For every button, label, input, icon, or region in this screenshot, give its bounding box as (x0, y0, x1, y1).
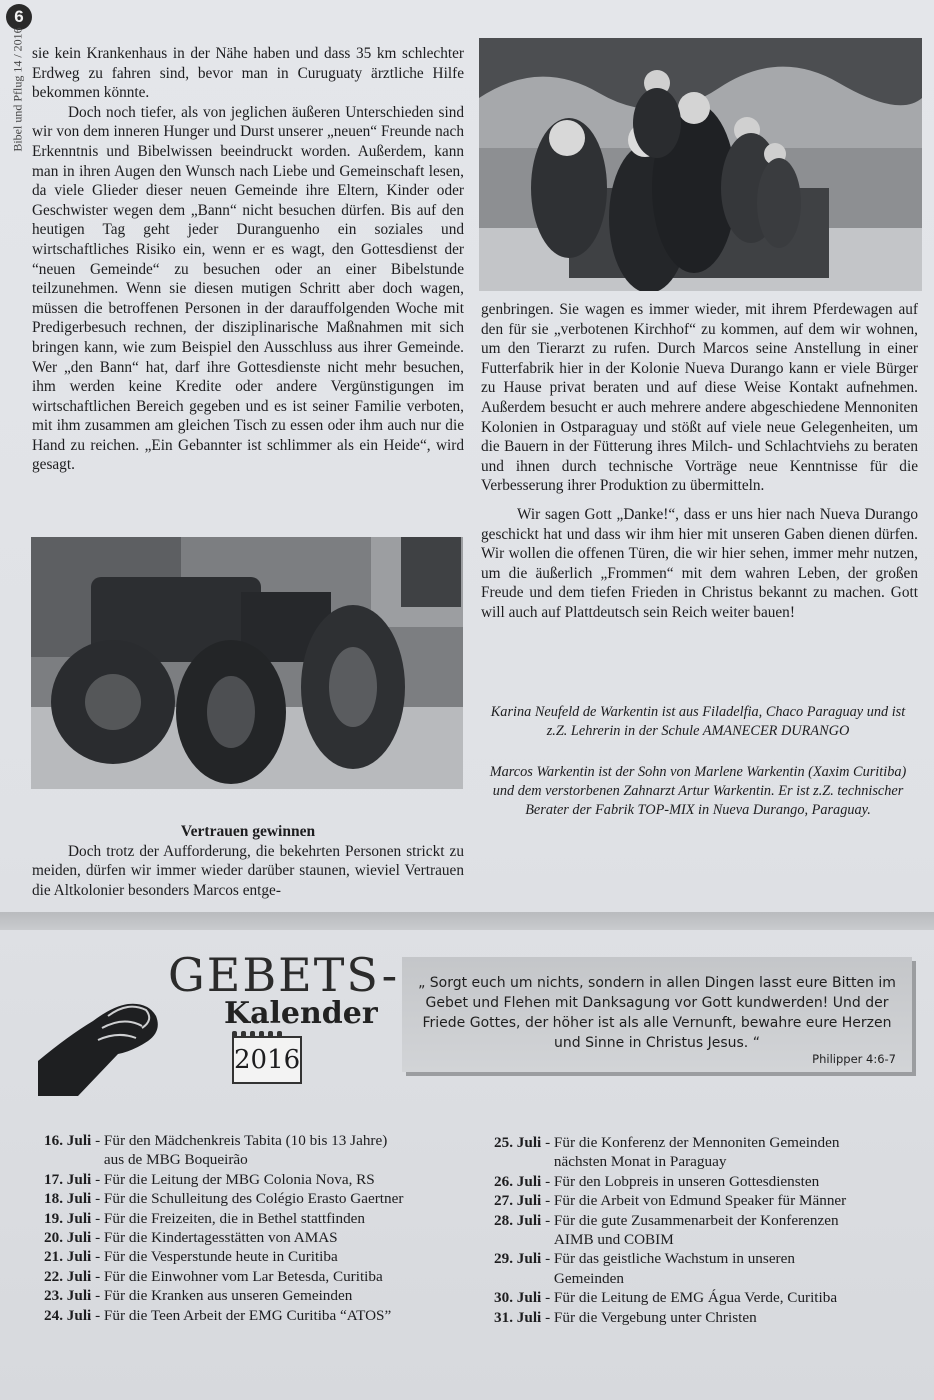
prayer-separator: - (541, 1134, 554, 1151)
prayer-text (104, 1131, 469, 1170)
prayer-text-continuation: nächsten Monat in Paraguay (553, 1153, 727, 1171)
prayer-text-line: Für den Lobpreis in unseren Gottesdiensten (553, 1172, 820, 1190)
prayer-text-line: Für die Konferenz der Mennoniten Gemeinden (553, 1134, 840, 1151)
group-photo (479, 38, 922, 291)
prayer-text-line: Für die Einwohner vom Lar Betesda, Curitiba (103, 1267, 383, 1285)
prayer-text (554, 1288, 914, 1307)
prayer-date: 18. Juli (44, 1190, 92, 1208)
prayer-item (44, 1131, 469, 1170)
prayer-item (494, 1133, 914, 1172)
prayer-item (494, 1211, 914, 1250)
prayer-separator: - (91, 1132, 104, 1149)
group-photo-illustration (479, 38, 922, 291)
prayer-text (104, 1189, 469, 1208)
prayer-text (554, 1191, 914, 1210)
prayer-separator: - (541, 1211, 554, 1229)
bible-quote-box (402, 957, 912, 1072)
prayer-text-line: Für die Kindertagesstätten von AMAS (103, 1229, 338, 1247)
prayer-date: 30. Juli (494, 1289, 542, 1307)
prayer-item (44, 1286, 469, 1305)
prayer-date: 19. Juli (44, 1209, 92, 1227)
prayer-calendar-title: GEBETS- (168, 948, 400, 1002)
prayer-text-line: Für die Vesperstunde heute in Curitiba (103, 1248, 338, 1266)
prayer-item (44, 1170, 469, 1189)
prayer-text (104, 1228, 469, 1247)
prayer-item (494, 1172, 914, 1191)
prayer-date: 22. Juli (44, 1267, 92, 1285)
page-number: 6 (6, 4, 32, 30)
prayer-text (104, 1170, 469, 1189)
prayer-text-line: Für die Schulleitung des Colégio Erasto Gaertner (103, 1190, 404, 1208)
prayer-text-line: Für die Teen Arbeit der EMG Curitiba “ATOS” (103, 1306, 392, 1324)
prayer-item (44, 1306, 469, 1325)
prayer-text-line: Für den Mädchenkreis Tabita (10 bis 13 Jahre) (103, 1132, 388, 1149)
prayer-date: 23. Juli (44, 1287, 92, 1305)
prayer-text (554, 1172, 914, 1191)
prayer-separator: - (91, 1170, 104, 1188)
prayer-separator: - (541, 1289, 554, 1307)
article-section (32, 822, 464, 900)
prayer-date: 25. Juli (494, 1134, 542, 1151)
prayer-text-line: Für die Arbeit von Edmund Speaker für Männer (553, 1192, 847, 1210)
prayer-separator: - (91, 1190, 104, 1208)
prayer-list-right (494, 1133, 914, 1327)
prayer-item (494, 1249, 914, 1288)
prayer-separator: - (541, 1308, 554, 1326)
prayer-item (494, 1288, 914, 1307)
prayer-text (104, 1286, 469, 1305)
prayer-separator: - (91, 1306, 104, 1324)
prayer-separator: - (541, 1192, 554, 1210)
prayer-separator: - (541, 1172, 554, 1190)
author-notes (488, 703, 908, 842)
prayer-calendar-subtitle: Kalender (224, 996, 378, 1031)
article-paragraph: genbringen. Sie wagen es immer wieder, mit ihrem Pferdewagen auf den für sie „verbotenen Kirchhof“ zu kommen, auf dem wir wohnen, um den Tierarzt zu rufen. Durch Marcos seine Anstellung in einer Futterfabrik hier in der Kolonie Nueva Durango kann er viele Bürger zu Hause privat beraten und auf diese Weise Kontakt aufnehmen. Außerdem besucht er auch mehrere andere abgeschiedene Mennoniten Kolonien in Ostparaguay und stößt auf viele neue Gelegenheiten, um die Bauern in der Fütterung ihres Milch- und Schlachtviehs zu beraten und ihnen durch technische Vorträge neue Kenntnisse für die Verbesserung ihrer Produktion zu übermitteln. (481, 301, 918, 495)
author-note: Marcos Warkentin ist der Sohn von Marlene Warkentin (Xaxim Curitiba) und dem verstorbenen Zahnarzt Artur Warkentin. Er ist z.Z. technischer Berater der Fabrik TOP-MIX in Nueva Durango, Paraguay. (489, 764, 907, 818)
prayer-item (494, 1191, 914, 1210)
section-heading: Vertrauen gewinnen (180, 823, 316, 840)
prayer-date: 21. Juli (44, 1248, 92, 1266)
prayer-item (44, 1228, 469, 1247)
prayer-text-line: Für die Leitung de EMG Água Verde, Curitiba (553, 1289, 838, 1307)
prayer-text (104, 1306, 469, 1325)
prayer-date: 24. Juli (44, 1306, 92, 1324)
prayer-text-line: Für die Kranken aus unseren Gemeinden (103, 1287, 353, 1305)
prayer-date: 17. Juli (44, 1170, 92, 1188)
article-paragraph: sie kein Krankenhaus in der Nähe haben und dass 35 km schlechter Erdweg zu fahren sind, bevor man in Curuguaty ärztliche Hilfe bekommen könnte. (32, 45, 464, 102)
prayer-list-left (44, 1131, 469, 1325)
prayer-date: 27. Juli (494, 1192, 542, 1210)
author-note: Karina Neufeld de Warkentin ist aus Filadelfia, Chaco Paraguay und ist z.Z. Lehrerin in der Schule AMANECER DURANGO (490, 704, 906, 739)
calendar-year: 2016 (232, 1036, 302, 1084)
prayer-text-line: Für die Vergebung unter Christen (553, 1308, 757, 1326)
prayer-text (104, 1247, 469, 1266)
prayer-text-continuation: AIMB und COBIM (553, 1231, 674, 1249)
prayer-text (554, 1133, 914, 1172)
prayer-separator: - (91, 1287, 104, 1305)
article-paragraph: Doch noch tiefer, als von jeglichen äußeren Unterschieden sind wir von dem inneren Hunger und Durst unserer „neuen“ Freunde nach Erkenntnis und Bibelwissen beeindruckt worden. Außerdem, kann man in ihren Augen den Wunsch nach Liebe und Gemeinschaft lesen, da viele Glieder dieser neuen Gemeinde ihre Eltern, Kinder oder Geschwister wegen dem „Bann“ nicht besuchen dürfen. Bis auf den heutigen Tag geht jeder Duranguenho ein soziales und wirtschaftliches Risiko ein, wenn er es wagt, den Gottesdienst der “neuen Gemeinde“ zu besuchen oder an einer Bibelstunde teilzunehmen. Wenn sie diesen mutigen Schritt aber doch wagen, müssen die betroffenen Personen in der darauffolgenden Woche mit Predigerbesuch rechnen, der disziplinarische Maßnahmen mit sich bringen kann, wie zum Beispiel den Ausschluss aus ihrer Gemeinde. Wer „den Bann“ hat, darf ihre Gottesdienste nicht mehr besuchen, ihm werden keine Kredite oder andere Vergünstigungen im wirtschaftlichen Bereich gegeben und es ist seiner Familie verboten, mit ihm zusammen am gleichen Tisch zu essen oder ihm auch nur die Hand zu reichen. „Ein Gebannter ist schlimmer als ein Heide“, wird gesagt. (32, 103, 464, 474)
bible-reference: Philipper 4:6-7 (812, 1052, 896, 1066)
prayer-separator: - (91, 1209, 104, 1227)
article-left-column (32, 44, 464, 475)
prayer-date: 16. Juli (44, 1132, 92, 1149)
prayer-separator: - (91, 1248, 104, 1266)
prayer-text-line: Für die gute Zusammenarbeit der Konferenzen (553, 1211, 839, 1229)
prayer-text (104, 1267, 469, 1286)
prayer-date: 28. Juli (494, 1211, 542, 1229)
prayer-item (44, 1189, 469, 1208)
prayer-date: 26. Juli (494, 1172, 542, 1190)
prayer-text-line: Für die Leitung der MBG Colonia Nova, RS (103, 1170, 375, 1188)
article-paragraph: Wir sagen Gott „Danke!“, dass er uns hier nach Nueva Durango geschickt hat und dass wir ihm hier mit unseren Gaben dienen dürfen. Wir wollen die offenen Türen, die wir hier sehen, immer mehr nutzen, um die äußerlich „Frommen“ mit dem wahren Leben, der großen Freude und dem tiefen Frieden in Christus bekannt zu machen. Gott will auch auf Plattdeutsch sein Reich weiter bauen! (481, 505, 918, 621)
tractor-photo-illustration (31, 537, 463, 789)
prayer-calendar-header (38, 948, 400, 1098)
prayer-text (104, 1209, 469, 1228)
bible-quote: „ Sorgt euch um nichts, sondern in allen Dingen lasst eure Bitten im Gebet und Flehen mit Danksagung vor Gott kundwerden! Und der Friede Gottes, der höher ist als alle Vernunft, bewahre eure Herzen und Sinne in Christus Jesus. “ (418, 975, 896, 1051)
prayer-separator: - (541, 1250, 554, 1268)
prayer-text (554, 1249, 914, 1288)
running-head: Bibel und Pflug 14 / 2016 (10, 27, 25, 152)
prayer-text (554, 1211, 914, 1250)
prayer-text-continuation: aus de MBG Boqueirão (103, 1151, 248, 1169)
prayer-text-continuation: Gemeinden (553, 1269, 624, 1287)
prayer-item (44, 1267, 469, 1286)
prayer-text-line: Für das geistliche Wachstum in unseren (553, 1250, 795, 1268)
prayer-date: 31. Juli (494, 1308, 542, 1326)
tractor-photo (31, 537, 463, 789)
prayer-item (494, 1308, 914, 1327)
prayer-separator: - (91, 1229, 104, 1247)
prayer-date: 29. Juli (494, 1250, 542, 1268)
section-divider (0, 912, 934, 930)
prayer-item (44, 1247, 469, 1266)
prayer-item (44, 1209, 469, 1228)
prayer-text-line: Für die Freizeiten, die in Bethel stattfinden (103, 1209, 365, 1227)
prayer-separator: - (91, 1267, 104, 1285)
prayer-text (554, 1308, 914, 1327)
prayer-date: 20. Juli (44, 1229, 92, 1247)
article-paragraph: Doch trotz der Aufforderung, die bekehrten Personen strickt zu meiden, dürfen wir immer wieder darüber staunen, wieviel Vertrauen die Altkolonier besonders Marcos entge- (32, 842, 464, 899)
praying-hands-icon (38, 976, 168, 1096)
article-right-column (481, 300, 918, 623)
